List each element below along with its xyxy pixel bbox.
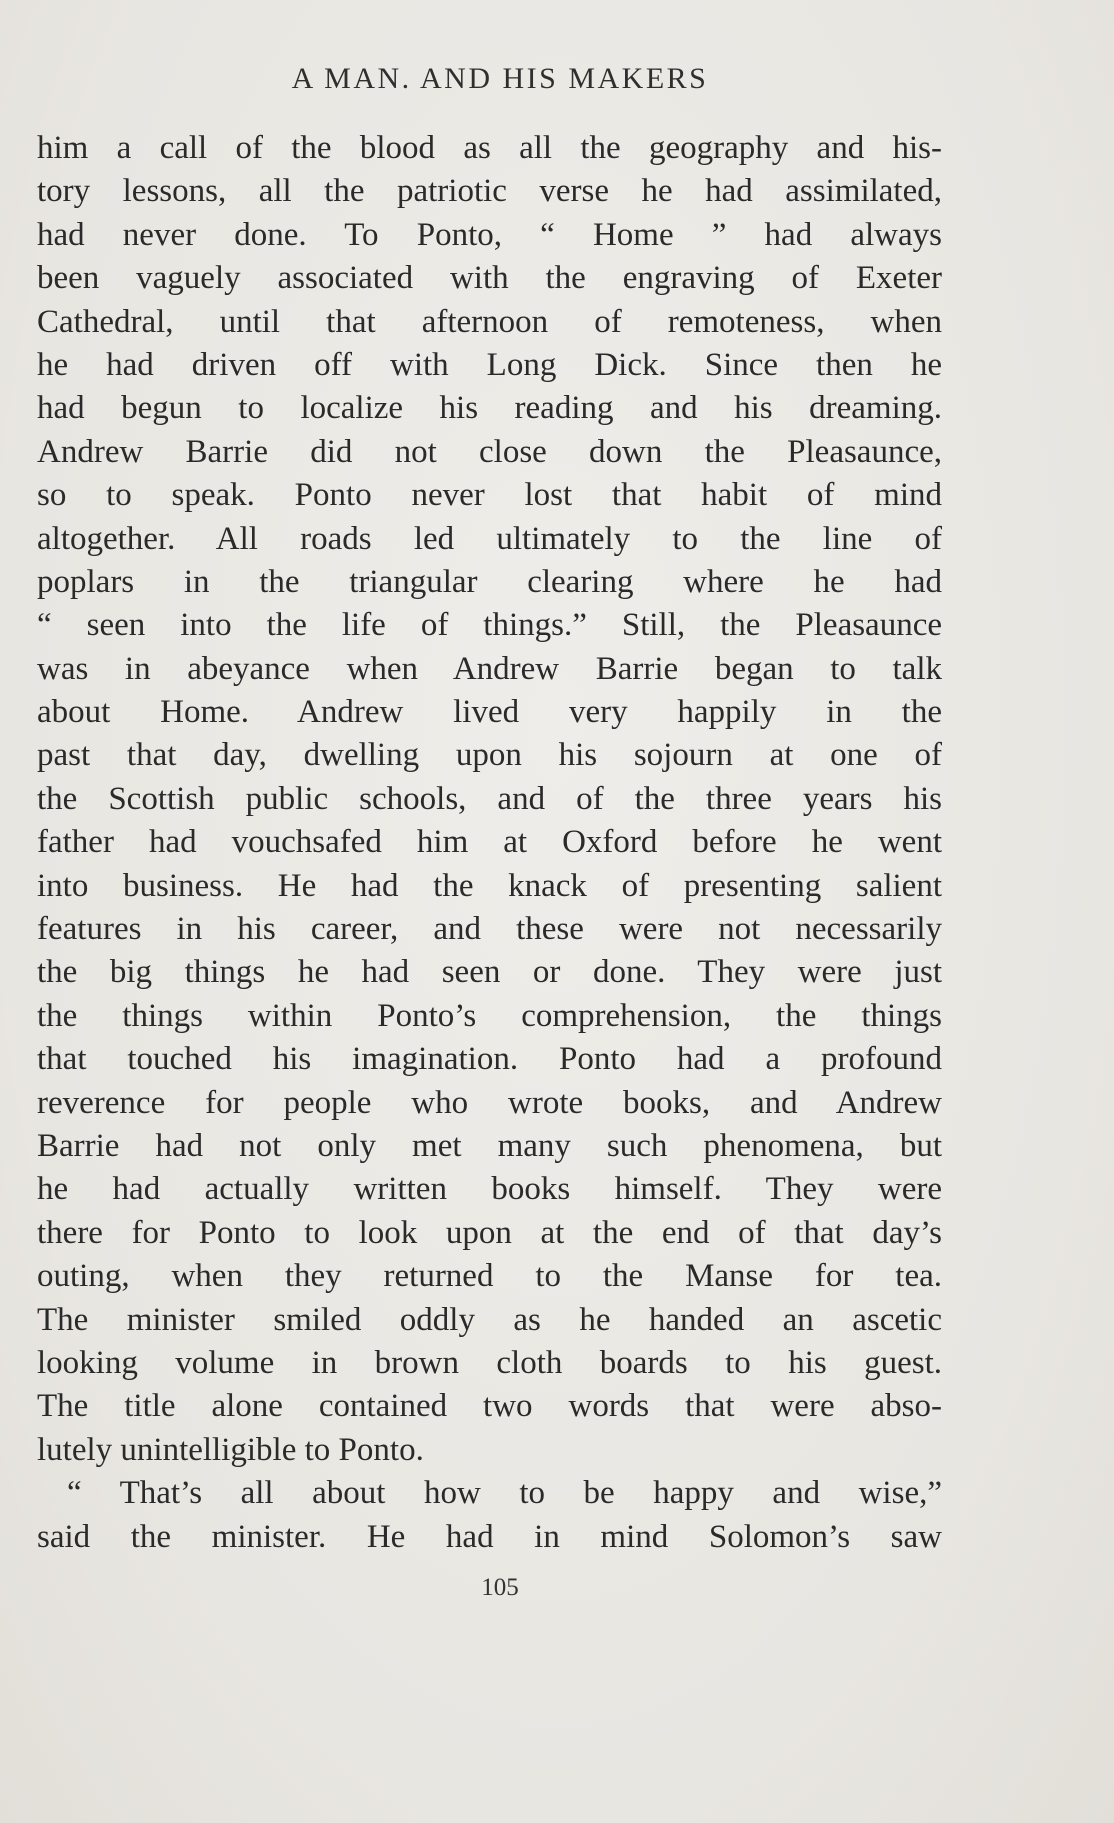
text-line: looking volume in brown cloth boards to his guest. <box>37 1344 942 1381</box>
text-line: he had actually written books himself. They were <box>37 1171 942 1208</box>
text-line: had begun to localize his reading and his dreaming. <box>37 390 942 427</box>
text-line: reverence for people who wrote books, and Andrew <box>37 1084 942 1121</box>
text-line: the big things he had seen or done. They were just <box>37 954 942 991</box>
text-line: The minister smiled oddly as he handed an ascetic <box>37 1301 942 1338</box>
text-line: was in abeyance when Andrew Barrie began to talk <box>37 650 942 687</box>
text-line: tory lessons, all the patriotic verse he had assimilated, <box>37 173 942 210</box>
text-line: him a call of the blood as all the geography and his- <box>37 130 942 166</box>
text-line: altogether. All roads led ultimately to the line of <box>37 520 942 557</box>
running-head: A MAN. AND HIS MAKERS <box>291 62 709 95</box>
text-line: had never done. To Ponto, “ Home ” had always <box>37 216 942 253</box>
text-line: Cathedral, until that afternoon of remoteness, when <box>37 303 942 340</box>
page-number: 105 <box>481 1574 519 1601</box>
text-line: The title alone contained two words that were abso- <box>37 1388 942 1425</box>
text-line: poplars in the triangular clearing where he had <box>37 563 942 600</box>
text-line: past that day, dwelling upon his sojourn at one of <box>37 737 942 774</box>
text-line: said the minister. He had in mind Solomon’s saw <box>37 1518 942 1555</box>
text-line: he had driven off with Long Dick. Since then he <box>37 346 942 383</box>
text-line: “ That’s all about how to be happy and wise,” <box>67 1475 942 1512</box>
text-line: been vaguely associated with the engraving of Exeter <box>37 260 942 297</box>
body-text <box>37 127 942 1559</box>
text-line: about Home. Andrew lived very happily in the <box>37 694 942 731</box>
text-line: father had vouchsafed him at Oxford before he went <box>37 824 942 861</box>
text-line: outing, when they returned to the Manse for tea. <box>37 1258 942 1295</box>
text-line: features in his career, and these were not necessarily <box>37 911 942 948</box>
text-line: that touched his imagination. Ponto had a profound <box>37 1041 942 1078</box>
text-line: into business. He had the knack of presenting salient <box>37 867 942 904</box>
text-line: so to speak. Ponto never lost that habit of mind <box>37 477 942 514</box>
text-line: lutely unintelligible to Ponto. <box>37 1431 424 1468</box>
text-line: “ seen into the life of things.” Still, the Pleasaunce <box>37 607 942 644</box>
text-line: there for Ponto to look upon at the end of that day’s <box>37 1214 942 1251</box>
text-line: the Scottish public schools, and of the three years his <box>37 780 942 817</box>
text-line: Andrew Barrie did not close down the Pleasaunce, <box>37 433 942 470</box>
text-line: the things within Ponto’s comprehension, the things <box>37 997 942 1034</box>
text-line: Barrie had not only met many such phenomena, but <box>37 1127 942 1164</box>
